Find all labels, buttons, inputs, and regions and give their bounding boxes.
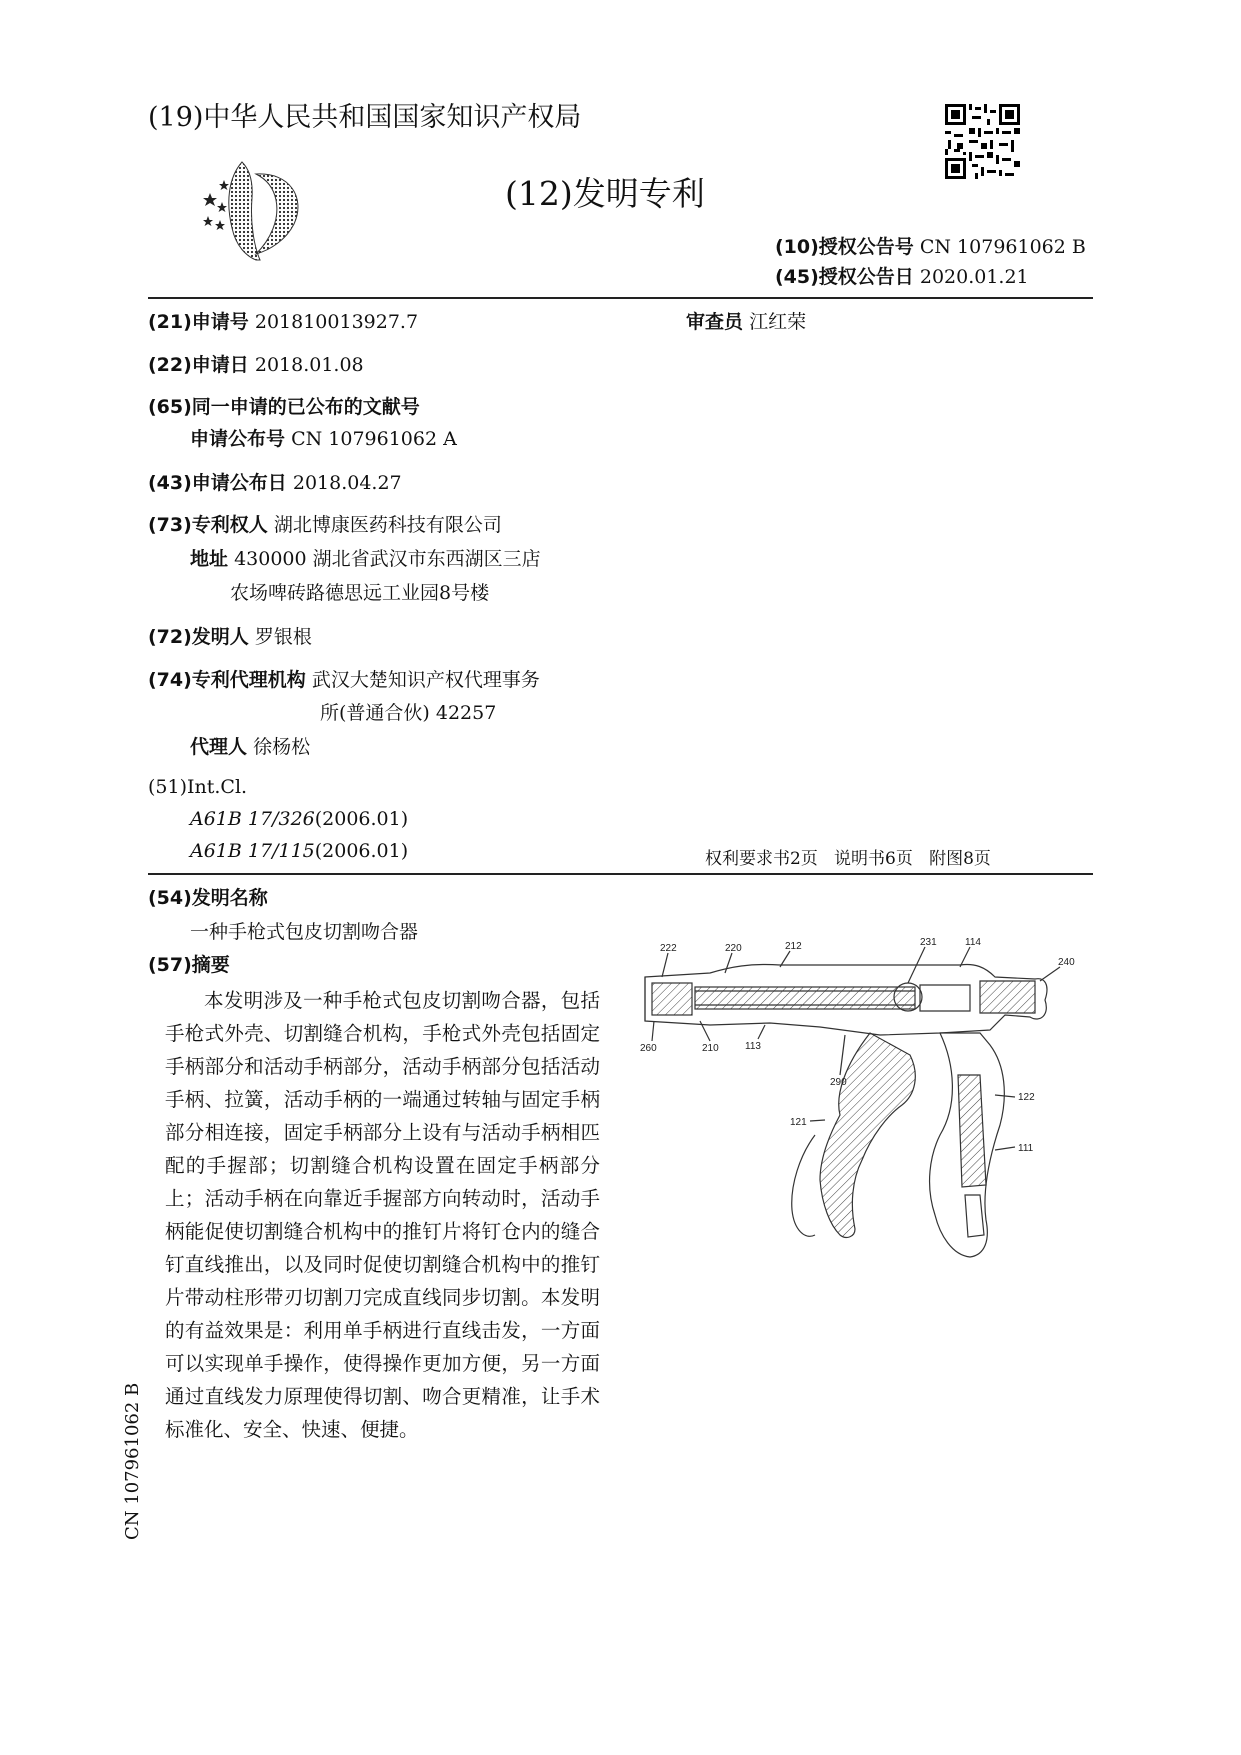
cnipa-logo — [198, 158, 318, 266]
application-publication-date — [148, 468, 402, 495]
page-counts — [705, 844, 991, 869]
ipc-version-1: (2006.01) — [314, 808, 409, 830]
header-rule — [148, 297, 1093, 299]
application-date — [148, 350, 364, 377]
label-240: 240 — [1058, 957, 1075, 968]
description-pages: 说明书6页 — [834, 849, 913, 869]
agency-label: (74)专利代理机构 — [148, 669, 306, 691]
examiner — [686, 307, 806, 334]
agent-label: 代理人 — [190, 736, 248, 758]
label-114: 114 — [965, 937, 981, 948]
label-290: 290 — [830, 1077, 847, 1088]
label-122: 122 — [1018, 1092, 1035, 1103]
patentee — [148, 510, 502, 537]
patent-drawing — [640, 937, 1085, 1275]
side-publication-code: CN 107961062 B — [122, 1382, 143, 1540]
label-231: 231 — [920, 937, 937, 948]
agent-value: 徐杨松 — [253, 736, 311, 758]
label-121: 121 — [790, 1117, 807, 1128]
publication-date-value: 2020.01.21 — [919, 266, 1029, 288]
application-number — [148, 307, 418, 334]
label-113: 113 — [745, 1041, 761, 1052]
patentee-label: (73)专利权人 — [148, 514, 268, 536]
abstract-body — [165, 984, 600, 1446]
label-222: 222 — [660, 943, 677, 954]
abstract-text: 本发明涉及一种手枪式包皮切割吻合器，包括手枪式外壳、切割缝合机构，手枪式外壳包括固定手柄部分和活动手柄部分，活动手柄部分包括活动手柄、拉簧，活动手柄的一端通过转轴与固定手柄部分相连接，固定手柄部分上设有与活动手柄相匹配的手握部；切割缝合机构设置在固定手柄部分上；活动手柄在向靠近手握部方向转动时，活动手柄能促使切割缝合机构中的推钉片将钉仓内的缝合钉直线推出，以及同时促使切割缝合机构中的推钉片带动柱形带刃切割刀完成直线同步切割。本发明的有益效果是：利用单手柄进行直线击发，一方面可以实现单手操作，使得操作更加方便，另一方面通过直线发力原理使得切割、吻合更精准，让手术标准化、安全、快速、便捷。 — [165, 989, 600, 1441]
label-210: 210 — [702, 1043, 719, 1054]
claims-pages: 权利要求书2页 — [705, 849, 818, 869]
application-date-value: 2018.01.08 — [254, 354, 364, 376]
publication-number — [775, 232, 1086, 259]
agency — [148, 665, 540, 692]
ipc-entry-1 — [190, 808, 408, 830]
title-label: (54)发明名称 — [148, 887, 268, 909]
prior-publication — [190, 424, 457, 451]
application-number-value: 201810013927.7 — [254, 311, 419, 333]
ipc-entry-2 — [190, 840, 408, 862]
prior-publication-value: CN 107961062 A — [291, 428, 457, 450]
agency-line2: 所(普通合伙) 42257 — [320, 702, 497, 724]
ipc-code-1: A61B 17/326 — [190, 808, 315, 830]
document-kind: (12)发明专利 — [505, 174, 705, 213]
drawing-pages: 附图8页 — [929, 849, 991, 869]
publication-number-value: CN 107961062 B — [919, 236, 1086, 258]
biblio-rule — [148, 873, 1093, 875]
agent — [190, 732, 310, 759]
ipc-label: (51)Int.Cl. — [148, 776, 248, 798]
invention-title: 一种手枪式包皮切割吻合器 — [190, 921, 419, 943]
address-label: 地址 — [190, 548, 229, 570]
agency-line1: 武汉大楚知识产权代理事务 — [311, 669, 540, 691]
abstract-label: (57)摘要 — [148, 954, 230, 976]
label-260: 260 — [640, 1043, 657, 1054]
prior-publication-label: 申请公布号 — [190, 428, 286, 450]
label-220: 220 — [725, 943, 742, 954]
examiner-label: 审查员 — [686, 311, 744, 333]
publication-date-label: (45)授权公告日 — [775, 266, 914, 288]
inventor — [148, 622, 312, 649]
ipc-code-2: A61B 17/115 — [190, 840, 315, 862]
address — [190, 544, 541, 571]
qr-code — [945, 104, 1020, 179]
application-publication-date-value: 2018.04.27 — [292, 472, 402, 494]
examiner-value: 江红荣 — [749, 311, 807, 333]
prior-publication-heading: (65)同一申请的已公布的文献号 — [148, 396, 420, 418]
label-111: 111 — [1018, 1143, 1034, 1154]
inventor-value: 罗银根 — [254, 626, 312, 648]
patent-office: (19)中华人民共和国国家知识产权局 — [148, 102, 582, 133]
publication-date — [775, 262, 1029, 289]
ipc-version-2: (2006.01) — [314, 840, 409, 862]
application-number-label: (21)申请号 — [148, 311, 249, 333]
application-date-label: (22)申请日 — [148, 354, 249, 376]
application-publication-date-label: (43)申请公布日 — [148, 472, 287, 494]
publication-number-label: (10)授权公告号 — [775, 236, 914, 258]
inventor-label: (72)发明人 — [148, 626, 249, 648]
address-line1: 430000 湖北省武汉市东西湖区三店 — [234, 548, 541, 570]
patentee-value: 湖北博康医药科技有限公司 — [273, 514, 502, 536]
address-line2: 农场啤砖路德思远工业园8号楼 — [230, 582, 490, 604]
label-212: 212 — [785, 941, 802, 952]
